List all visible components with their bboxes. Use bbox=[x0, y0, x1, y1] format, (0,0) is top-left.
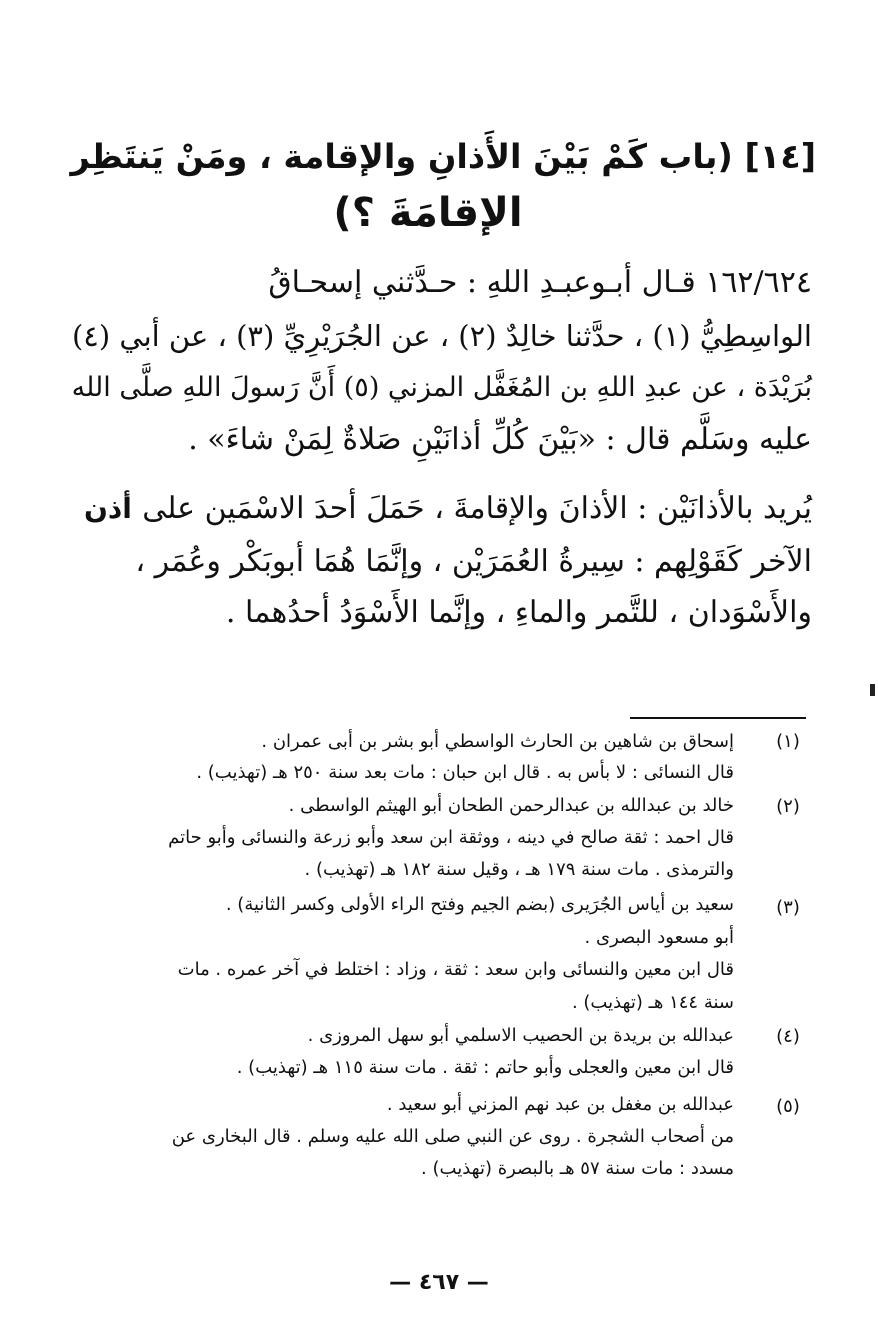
footnote-line: والترمذى . مات سنة ١٧٩ هـ ، وقيل سنة ١٨٢ هـ (تهذيب) . bbox=[304, 859, 734, 880]
footnote-line: سعيد بن أياس الجُرَيرى (بضم الجيم وفتح الراء الأولى وكسر الثانية) . bbox=[225, 894, 734, 915]
hadith-line-4: عليه وسَلَّم قال : «بَيْنَ كُلِّ أذانَيْنِ صَلاةٌ لِمَنْ شاءَ» . bbox=[188, 422, 812, 457]
commentary-line-3: والأَسْوَدان ، للتَّمر والماءِ ، وإنَّما الأَسْوَدُ أحدُهما . bbox=[225, 595, 812, 630]
footnote-line: قال احمد : ثقة صالح في دينه ، ووثقة ابن سعد وأبو زرعة والنسائى وأبو حاتم bbox=[168, 827, 734, 848]
footnote-line: عبدالله بن بريدة بن الحصيب الاسلمي أبو سهل المروزى . bbox=[307, 1025, 734, 1046]
footnote-line: من أصحاب الشجرة . روى عن النبي صلى الله عليه وسلم . قال البخارى عن bbox=[171, 1126, 734, 1147]
footnote-number: (٣) bbox=[776, 897, 800, 918]
footnote-number: (٥) bbox=[776, 1096, 800, 1117]
footnote-line: عبدالله بن مغفل بن عبد نهم المزني أبو سعيد . bbox=[386, 1094, 734, 1115]
chapter-heading-line-1: [١٤] (باب كَمْ بَيْنَ الأَذانِ والإقامة ، ومَنْ يَنتَظِر bbox=[70, 137, 816, 176]
footnote-line: سنة ١٤٤ هـ (تهذيب) . bbox=[571, 992, 734, 1013]
hadith-line-2: الواسِطِيُّ (١) ، حدَّثنا خالِدٌ (٢) ، عن الجُرَيْرِيِّ (٣) ، عن أبي (٤) bbox=[71, 319, 812, 353]
footnote-line: إسحاق بن شاهين بن الحارث الواسطي أبو بشر بن أبى عمران . bbox=[261, 731, 734, 752]
scan-edge-mark bbox=[870, 684, 875, 696]
footnote-separator bbox=[630, 717, 806, 719]
margin-keyword: أذن bbox=[84, 492, 132, 525]
footnote-line: خالد بن عبدالله بن عبدالرحمن الطحان أبو الهيثم الواسطى . bbox=[288, 795, 734, 816]
commentary-line-1: يُريد بالأذانَيْن : الأذانَ والإقامةَ ، حَمَلَ أحدَ الاسْمَين على bbox=[142, 491, 812, 526]
footnote-number: (٢) bbox=[776, 796, 800, 817]
footnote-line: قال النسائى : لا بأس به . قال ابن حبان : مات بعد سنة ٢٥٠ هـ (تهذيب) . bbox=[196, 762, 734, 783]
page-number: — ٤٦٧ — bbox=[389, 1270, 489, 1295]
footnote-line: مسدد : مات سنة ٥٧ هـ بالبصرة (تهذيب) . bbox=[421, 1158, 734, 1179]
commentary-line-2: الآخر كَقَوْلِهم : سِيرةُ العُمَرَيْن ، وإنَّمَا هُمَا أبوبَكْر وعُمَر ، bbox=[135, 544, 812, 579]
hadith-line-1: ١٦٢/٦٢٤ قـال أبـوعبـدِ اللهِ : حـدَّثني إسحـاقُ bbox=[268, 265, 812, 300]
footnote-line: قال ابن معين والعجلى وأبو حاتم : ثقة . مات سنة ١١٥ هـ (تهذيب) . bbox=[236, 1057, 734, 1078]
hadith-line-3: بُرَيْدَة ، عن عبدِ اللهِ بن المُغَفَّل المزني (٥) أَنَّ رَسولَ اللهِ صلَّى الله bbox=[71, 372, 812, 403]
chapter-heading-line-2: الإقامَةَ ؟) bbox=[333, 190, 523, 236]
footnote-number: (١) bbox=[776, 731, 800, 752]
footnote-line: قال ابن معين والنسائى وابن سعد : ثقة ، وزاد : اختلط في آخر عمره . مات bbox=[177, 959, 734, 980]
footnote-number: (٤) bbox=[776, 1026, 800, 1047]
footnote-line: أبو مسعود البصرى . bbox=[584, 927, 734, 948]
